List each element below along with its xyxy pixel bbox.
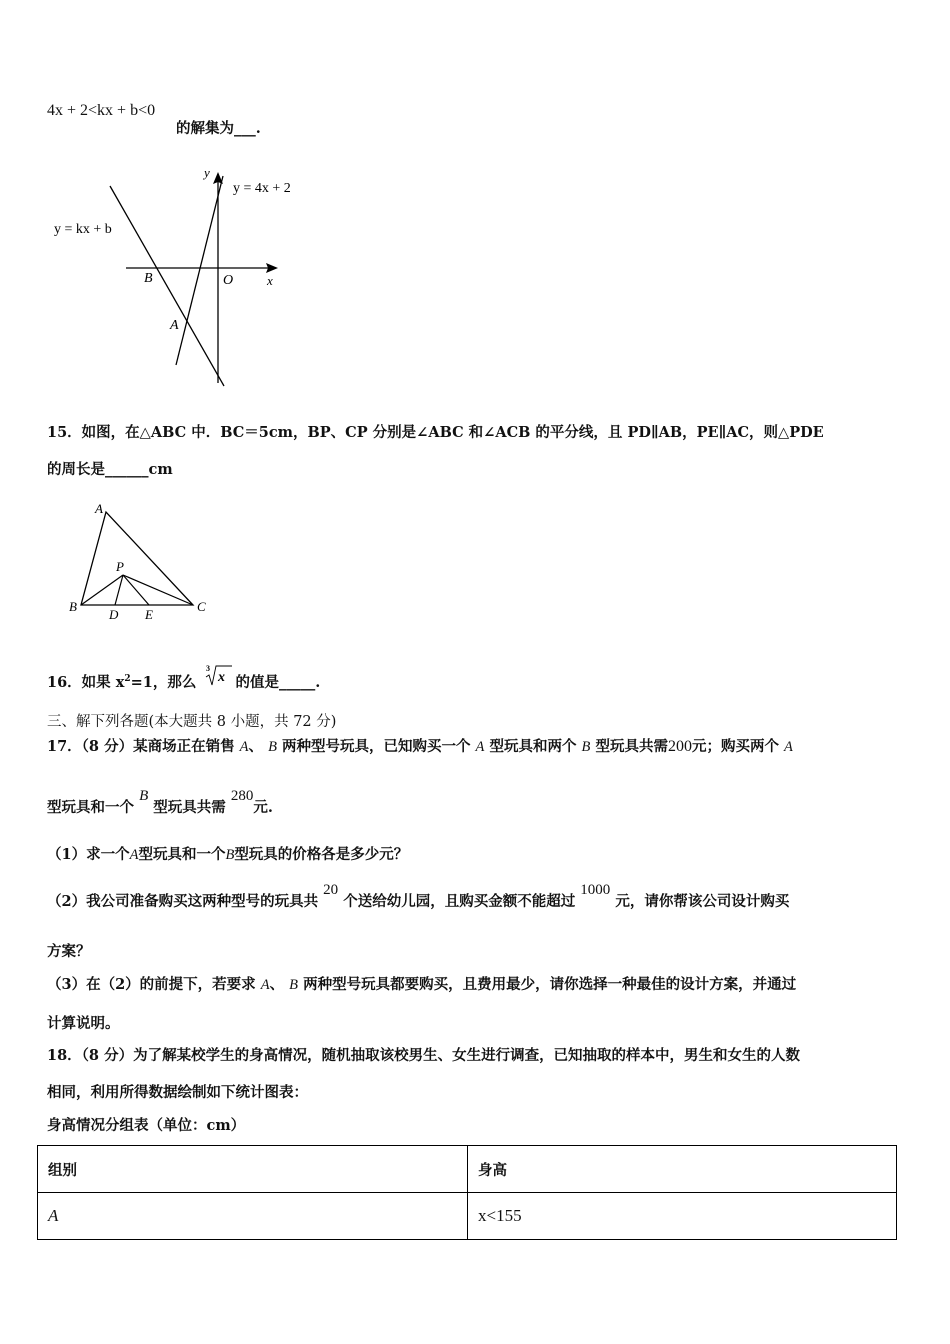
line2-label: y = kx + b [54, 222, 112, 237]
q15-line2: 的周长是______cm [47, 461, 173, 478]
line-kx-b [110, 186, 224, 386]
table-header-row [38, 1146, 897, 1193]
label-e: E [145, 607, 153, 622]
label-a: A [95, 501, 103, 516]
table-cell-height: x<155 [468, 1193, 897, 1240]
point-a-label: A [170, 318, 179, 333]
point-b-label: B [144, 271, 153, 286]
x-axis-label: x [267, 273, 273, 288]
q17-part1: （1）求一个A型玩具和一个B型玩具的价格各是多少元？ [47, 846, 409, 863]
table-header-group: 组别 [38, 1146, 468, 1193]
q16-line: 16．如果 $x^2=1$，那么 3 x 的值是_____. [47, 664, 321, 691]
q14-figure [40, 158, 320, 403]
q18-line1: 18．（8 分）为了解某校学生的身高情况，随机抽取该校男生、女生进行调查，已知抽取的样本中，男生和女生的人数 [47, 1047, 801, 1064]
q17-part2-cont: 方案？ [47, 943, 91, 960]
label-c: C [197, 599, 206, 614]
label-b: B [69, 599, 77, 614]
y-axis-label: y [204, 165, 210, 180]
q15-line1: 15．如图，在△ABC 中．BC＝5cm，BP、CP 分别是∠ABC 和∠ACB 的平分线，且 PD∥AB，PE∥AC，则△PDE [47, 424, 824, 441]
q18-line2: 相同，利用所得数据绘制如下统计图表： [47, 1084, 308, 1101]
q17-part3-cont: 计算说明。 [47, 1015, 120, 1032]
q17-line1: 17．（8 分）某商场正在销售 A、 B 两种型号玩具，已知购买一个 A 型玩具和两个 B 型玩具共需200元；购买两个 A [47, 738, 793, 755]
cube-root-x [203, 663, 233, 689]
table-header-height: 身高 [468, 1146, 897, 1193]
q14-inequality: 4x + 2<kx + b<0 [47, 102, 156, 119]
line-4x-2 [176, 176, 223, 365]
q17-part2: （2）我公司准备购买这两种型号的玩具共 20 个送给幼儿园，且购买金额不能超过 1000 元，请你帮该公司设计购买 [47, 882, 790, 910]
q17-part3: （3）在（2）的前提下，若要求 A、 B 两种型号玩具都要购买，且费用最少，请你选择一种最佳的设计方案，并通过 [47, 976, 797, 993]
q14-suffix: 的解集为___. [176, 120, 261, 137]
label-p: P [116, 559, 124, 574]
segment-pe [123, 575, 149, 605]
svg-text:x: x [218, 670, 226, 685]
height-group-table [37, 1145, 897, 1240]
q18-table-title: 身高情况分组表（单位：cm） [47, 1117, 246, 1134]
q17-line2: 型玩具和一个 B 型玩具共需 280元. [47, 788, 273, 816]
label-d: D [109, 607, 119, 622]
section-3-title: 三、解下列各题(本大题共 8 小题，共 72 分) [47, 714, 337, 730]
origin-label: O [223, 273, 234, 288]
q15-figure [60, 498, 220, 628]
table-cell-group: A [38, 1193, 468, 1240]
segment-cp [123, 575, 193, 605]
svg-text:3: 3 [206, 664, 211, 673]
table-row [38, 1193, 897, 1240]
line1-label: y = 4x + 2 [233, 181, 291, 196]
